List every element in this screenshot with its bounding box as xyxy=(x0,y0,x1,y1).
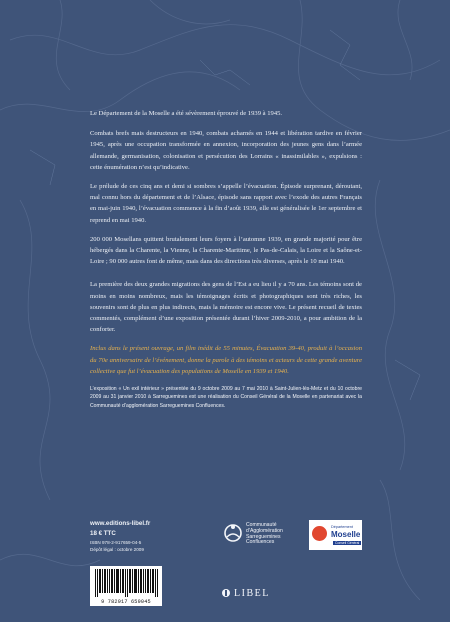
barcode-number: 9 782917 659045 xyxy=(101,599,151,605)
isbn: ISBN 978-2-917659-04-5 xyxy=(90,540,142,545)
communaute-logo-text xyxy=(246,523,283,546)
depot-legal: Dépôt légal : octobre 2009 xyxy=(90,547,144,552)
communaute-line: d’Agglomération xyxy=(246,527,283,534)
body-paragraph: 200 000 Mosellans quittent brutalement leurs foyers à l’automne 1939, en grande majorité pour être hébergés dans la Charente, la Vienne, la Charente-Maritime, le Pas-de-Calais, la Loire et la Saône-et-Loire ; 90 000 autres font de même, mais dans des directions très diverses, après le 10 mai 1940. xyxy=(90,235,362,266)
communaute-line: Communauté xyxy=(246,522,277,528)
conseil-general-label: Conseil Général xyxy=(335,541,360,545)
communaute-logo-mark-icon xyxy=(224,522,242,544)
libel-logo xyxy=(222,588,270,599)
body-paragraph: Le prélude de ces cinq ans et demi si sombres s’appelle l’évacuation. Épisode surprenant, déroutant, mal connu hors du département et de l’Alsace, épisode sans rapport avec l’exode des autres Français en mai-juin 1940, l’évacuation commence à la fin d’août 1939, elle est généralisée le 1er septembre et reprend en mai 1940. xyxy=(90,183,362,224)
libel-logo-icon xyxy=(222,589,230,597)
barcode-bars xyxy=(90,566,162,598)
film-note: Inclus dans le présent ouvrage, un film inédit de 55 minutes, Évacuation 39-40, produit à l’occasion du 70e anniversaire de l’événement, donne la parole à des témoins et acteurs de cette grande aventure collective que fut l’évacuation des populations de Moselle en 1939 et 1940. xyxy=(90,345,362,375)
communaute-line: Sarreguemines xyxy=(246,533,281,540)
back-cover-text xyxy=(90,108,362,418)
body-paragraph: Combats brefs mais destructeurs en 1940, combats acharnés en 1944 et libération tardive en février 1945, après une occupation transformée en annexion, incorporation des jeunes gens dans l’armée allemande, germanisation, colonisation et persécution des Lorrains « inassimilables », expulsions : cette énumération n’est qu’indicative. xyxy=(90,130,362,171)
departement-label: Département xyxy=(331,525,353,529)
communaute-agglomeration-logo xyxy=(224,520,304,550)
intro-paragraph: Le Département de la Moselle a été sévèrement éprouvé de 1939 à 1945. xyxy=(90,110,283,117)
communaute-line: Confluences xyxy=(246,539,275,546)
price: 18 € TTC xyxy=(90,530,116,537)
publisher-name: LIBEL xyxy=(234,588,270,599)
moselle-logo-circle-icon xyxy=(312,526,327,541)
departement-moselle-logo xyxy=(309,520,362,550)
moselle-label: Moselle xyxy=(331,530,361,539)
barcode xyxy=(90,566,162,606)
publisher-website[interactable]: www.editions-libel.fr xyxy=(90,520,151,527)
exposition-note: L’exposition « Un exil intérieur » présentée du 9 octobre 2009 au 7 mai 2010 à Saint-Julien-lès-Metz et du 10 octobre 2009 au 31 janvier 2010 à Sarreguemines est une réalisation du Conseil Général de la Moselle en partenariat avec la Communauté d’agglomération Sarreguemines Confluences. xyxy=(90,386,362,409)
body-paragraph: La première des deux grandes migrations des gens de l’Est a eu lieu il y a 70 ans. Les témoins sont de moins en moins nombreux, mais les témoignages écrits et photographiques sont très riches, les souvenirs sont de plus en plus indirects, mais la mémoire est encore vive. Le présent recueil de textes commentés, complément d’une exposition présentée durant l’hiver 2009-2010, a pour ambition de la conforter. xyxy=(90,281,362,334)
publisher-info xyxy=(90,520,180,554)
